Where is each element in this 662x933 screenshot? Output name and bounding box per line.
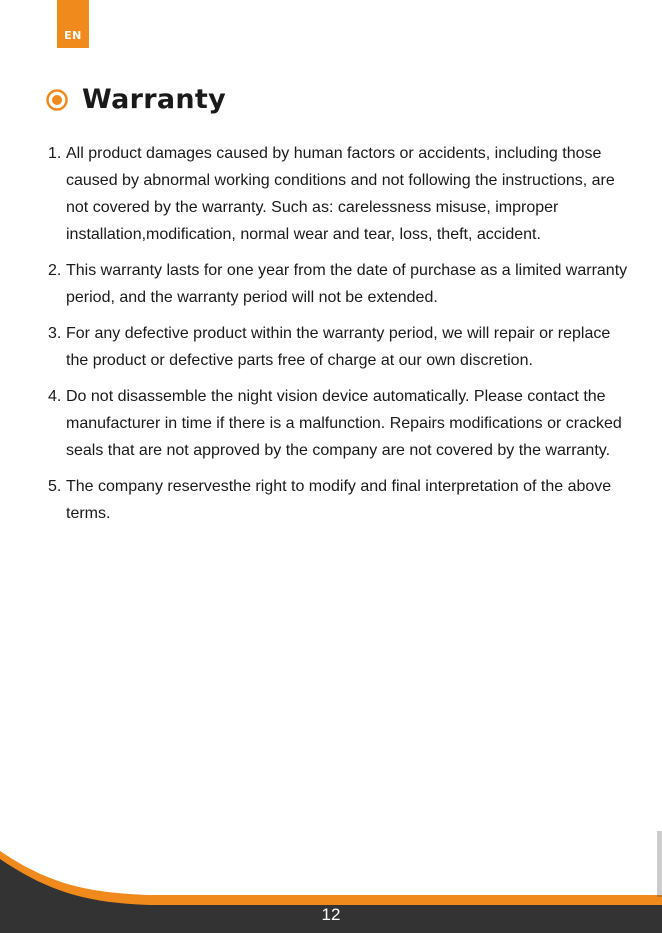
- page-number: 12: [321, 905, 341, 924]
- term-number: 2.: [48, 262, 62, 279]
- term-text: For any defective product within the warranty period, we will repair or replace the product or defective parts free of charge at our own discretion.: [66, 325, 611, 369]
- term-text: Do not disassemble the night vision device automatically. Please contact the manufacturer in time if there is a malfunction. Repairs modifications or cracked seals that are not approved by the company are not covered by the warranty.: [66, 388, 622, 459]
- list-item: [0, 383, 662, 464]
- term-text: The company reservesthe right to modify and final interpretation of the above terms.: [66, 478, 612, 522]
- page-footer: [0, 823, 662, 933]
- term-number: 3.: [48, 325, 62, 342]
- term-text: This warranty lasts for one year from the date of purchase as a limited warranty period, and the warranty period will not be extended.: [66, 262, 628, 306]
- warranty-terms-list: [0, 140, 662, 536]
- term-text: All product damages caused by human factors or accidents, including those caused by abnormal working conditions and not following the instructions, are not covered by the warranty. Such as: carelessness misuse, improper installation,modification, normal wear and tear, loss, theft, accident.: [66, 145, 615, 243]
- list-item: [0, 320, 662, 374]
- page-title: Warranty: [82, 84, 227, 115]
- list-item: [0, 257, 662, 311]
- term-number: 5.: [48, 478, 62, 495]
- list-item: [0, 473, 662, 527]
- language-label: EN: [64, 29, 82, 42]
- section-heading: [46, 84, 226, 115]
- term-number: 4.: [48, 388, 62, 405]
- list-item: [0, 140, 662, 248]
- language-tab: [57, 0, 89, 48]
- term-number: 1.: [48, 145, 62, 162]
- target-circle-icon: [46, 89, 68, 111]
